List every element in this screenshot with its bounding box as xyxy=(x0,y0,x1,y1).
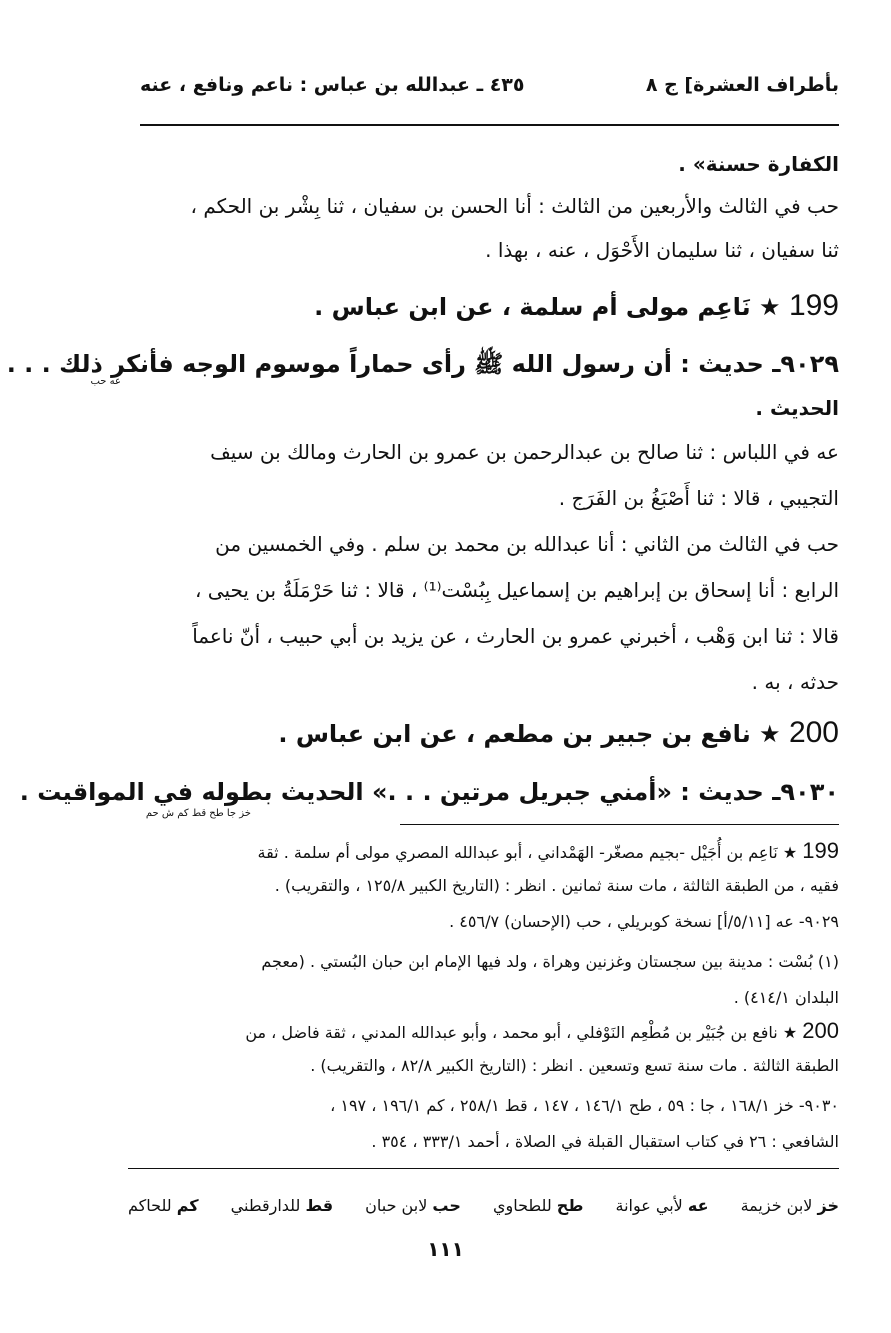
page-number: ١١١ xyxy=(427,1237,464,1261)
hadith-number: ٩٠٢٩ xyxy=(780,350,839,378)
legend-name: للحاكم xyxy=(128,1196,177,1215)
entry-number: 200 xyxy=(788,716,839,749)
legend-abbr: طح xyxy=(556,1196,584,1215)
legend-name: للطحاوي xyxy=(492,1196,557,1215)
legend-abbr: عه xyxy=(687,1196,709,1215)
text-line: الرابع : أنا إسحاق بن إبراهيم بن إسماعيل بِبُسْت⁽¹⁾ ، قالا : ثنا حَرْمَلَةُ بن يحيى ، xyxy=(194,578,839,602)
legend-item xyxy=(741,1196,839,1215)
text-line: الكفارة حسنة» . xyxy=(678,152,839,176)
hadith-number: ٩٠٣٠ xyxy=(780,778,839,806)
text-line: حدثه ، به . xyxy=(751,670,839,694)
header-rule xyxy=(140,124,839,126)
narrator-entry-200 xyxy=(278,715,839,751)
legend-name: لأبي عوانة xyxy=(615,1196,688,1215)
footnote-number: 199 xyxy=(802,838,839,863)
footnote-number: 200 xyxy=(802,1018,839,1043)
hadith-text: ـ حديث : أن رسول الله ﷺ رأى حماراً موسوم الوجه فأنكر ذلك . . . xyxy=(6,350,781,378)
header-subtitle: ٤٣٥ ـ عبدالله بن عباس : ناعم ونافع ، عنه xyxy=(140,74,525,96)
legend-item xyxy=(128,1196,199,1215)
footnote-text: ★ نَاعِم بن أُجَيْل -بجيم مصغّر- الهَمْداني ، أبو عبدالله المصري مولى أم سلمة . ثقة xyxy=(257,843,798,862)
hadith-sigla: خز جا طح قط كم ش حم xyxy=(145,808,251,819)
footnote-text: فقيه ، من الطبقة الثالثة ، مات سنة ثمانين . انظر : (التاريخ الكبير ١٢٥/٨ ، والتقريب) . xyxy=(274,876,839,895)
text-line: الحديث . xyxy=(755,396,839,420)
footnote-200 xyxy=(245,1018,839,1044)
hadith-9030 xyxy=(20,778,839,807)
footnote-rule xyxy=(400,824,839,825)
footnote-1: (١) بُسْت : مدينة بين سجستان وغزنين وهراة ، ولد فيها الإمام ابن حبان البُستي . (معجم xyxy=(261,952,839,971)
footnote-text: الطبقة الثالثة . مات سنة تسع وتسعين . انظر : (التاريخ الكبير ٨٢/٨ ، والتقريب) . xyxy=(310,1056,839,1075)
entry-number: 199 xyxy=(788,289,839,322)
text-line: ثنا سفيان ، ثنا سليمان الأَحْوَل ، عنه ، بهذا . xyxy=(485,238,839,262)
legend-item xyxy=(615,1196,708,1215)
legend-abbr: قط xyxy=(305,1196,334,1215)
text-line: التجيبي ، قالا : ثنا أَصْبَغُ بن الفَرَج . xyxy=(558,486,839,510)
footnote-9029: ٩٠٢٩- عه [٥/١١/أ] نسخة كوبريلي ، حب (الإحسان) ٤٥٦/٧ . xyxy=(449,912,839,931)
legend-abbr: خز xyxy=(817,1196,839,1215)
footnote-text: ★ نافع بن جُبَيْر بن مُطْعِم النَوْفلي ، أبو محمد ، وأبو عبدالله المدني ، ثقة فاضل ، من xyxy=(245,1023,798,1042)
legend-item xyxy=(365,1196,461,1215)
sigla-legend xyxy=(128,1196,839,1215)
entry-title: ★ نَاعِم مولى أم سلمة ، عن ابن عباس . xyxy=(314,293,781,321)
footnote-text: الشافعي : ٢٦ في كتاب استقبال القبلة في الصلاة ، أحمد ٣٣٣/١ ، ٣٥٤ . xyxy=(371,1132,839,1151)
text-line: حب في الثالث من الثاني : أنا عبدالله بن محمد بن سلم . وفي الخمسين من xyxy=(215,532,839,556)
legend-rule xyxy=(128,1168,839,1169)
entry-title: ★ نافع بن جبير بن مطعم ، عن ابن عباس . xyxy=(278,720,781,748)
text-line: قالا : ثنا ابن وَهْب ، أخبرني عمرو بن الحارث ، عن يزيد بن أبي حبيب ، أنّ ناعماً xyxy=(192,624,839,648)
legend-item xyxy=(231,1196,333,1215)
legend-name: للدارقطني xyxy=(230,1196,306,1215)
hadith-sigla: عه حب xyxy=(90,376,121,387)
footnote-9030: ٩٠٣٠- خز ١٦٨/١ ، جا : ٥٩ ، طح ١٤٦/١ ، ١٤٧ ، قط ٢٥٨/١ ، كم ١٩٦/١ ، ١٩٧ ، xyxy=(330,1096,839,1115)
text-line: عه في اللباس : ثنا صالح بن عبدالرحمن بن عمرو بن الحارث ومالك بن سيف xyxy=(210,440,839,464)
legend-abbr: حب xyxy=(432,1196,461,1215)
legend-abbr: كم xyxy=(176,1196,199,1215)
footnote-199 xyxy=(258,838,840,864)
hadith-9029 xyxy=(7,350,839,379)
header-title: بأطراف العشرة] ج ٨ xyxy=(645,74,839,96)
footnote-text: البلدان ٤١٤/١) . xyxy=(733,988,839,1007)
text-line: حب في الثالث والأربعين من الثالث : أنا الحسن بن سفيان ، ثنا بِشْر بن الحكم ، xyxy=(190,194,839,218)
hadith-text: ـ حديث : «أمني جبريل مرتين . . .» الحديث بطوله في المواقيت . xyxy=(19,778,781,806)
narrator-entry-199 xyxy=(314,288,839,324)
legend-name: لابن حبان xyxy=(365,1196,433,1215)
legend-name: لابن خزيمة xyxy=(740,1196,818,1215)
legend-item xyxy=(493,1196,583,1215)
